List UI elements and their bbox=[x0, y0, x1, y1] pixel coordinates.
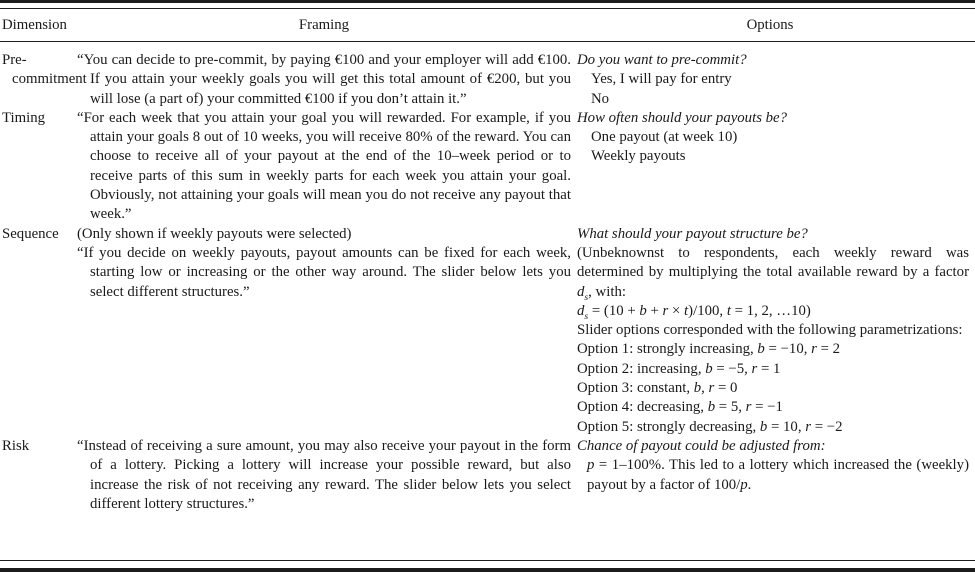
column-header-options: Options bbox=[746, 17, 794, 33]
option-parametrization: Option 4: decreasing, b = 5, r = −1 bbox=[577, 399, 783, 416]
table-row-risk bbox=[2, 437, 969, 514]
options-cell bbox=[571, 437, 969, 514]
framing-cell bbox=[77, 109, 571, 225]
dimension-label: Sequence bbox=[2, 225, 59, 242]
dimension-cell bbox=[2, 437, 77, 514]
framing-text: “If you decide on weekly payouts, payout amounts can be fixed for each week, starting low or increasing or the other way around. The slider below lets you select different structures.” bbox=[77, 244, 571, 300]
dimension-label: Risk bbox=[2, 437, 30, 454]
options-note: Slider options corresponded with the following parametrizations: bbox=[577, 322, 963, 339]
option-parametrization: Option 5: strongly decreasing, b = 10, r = −2 bbox=[577, 418, 843, 435]
table-row-timing bbox=[2, 109, 969, 225]
dimension-cell bbox=[2, 51, 87, 109]
bottom-double-rule bbox=[0, 556, 975, 572]
options-note: (Unbeknownst to respondents, each weekly reward was determined by multiplying the total available reward by a factor $d_s$, with: bbox=[577, 244, 969, 303]
framing-cell bbox=[77, 51, 571, 109]
options-note: p = 1–100%. This led to a lottery which increased the (weekly) payout by a factor of 100/p. bbox=[587, 457, 969, 493]
dimension-label: commitment bbox=[12, 71, 87, 88]
framing-cell bbox=[77, 225, 571, 437]
top-double-rule bbox=[0, 0, 975, 14]
table-row-sequence bbox=[2, 225, 969, 437]
option-item: No bbox=[591, 90, 610, 107]
framing-text: “You can decide to pre-commit, by paying €100 and your employer will add €100. If you attain your weekly goals you will get this total amount of €200, but you will lose (a part of) your committed €100 if you don’t attain it.” bbox=[77, 52, 571, 107]
option-item: Weekly payouts bbox=[591, 148, 686, 165]
options-cell bbox=[571, 109, 969, 225]
options-question: What should your payout structure be? bbox=[577, 225, 808, 242]
options-question: How often should your payouts be? bbox=[577, 109, 788, 126]
framing-cell bbox=[77, 437, 571, 514]
framing-text: “Instead of receiving a sure amount, you may also receive your payout in the form of a lottery. Picking a lottery will increase your possible reward, but also increase the risk of not receiving any reward. The slider below lets you select different lottery structures.” bbox=[77, 437, 571, 512]
option-item: One payout (at week 10) bbox=[591, 129, 738, 146]
option-parametrization: Option 1: strongly increasing, b = −10, r = 2 bbox=[577, 341, 841, 358]
options-cell bbox=[571, 225, 969, 437]
framing-text: (Only shown if weekly payouts were selected) bbox=[77, 225, 352, 242]
column-header-framing: Framing bbox=[298, 17, 350, 33]
options-cell bbox=[571, 51, 969, 109]
options-question: Do you want to pre-commit? bbox=[577, 52, 747, 68]
framing-text: “For each week that you attain your goal you will rewarded. For example, if you attain your goals 8 out of 10 weeks, you will receive 80% of the reward. You can choose to receive all of your payout at the end of the 10–week period or to receive parts of this sum in weekly parts for each week you attain your goal. Obviously, not attaining your goals will mean you do not receive any payout that week.” bbox=[77, 109, 571, 223]
option-parametrization: Option 2: increasing, b = −5, r = 1 bbox=[577, 360, 781, 377]
table-header-row bbox=[0, 14, 975, 38]
option-item: Yes, I will pay for entry bbox=[591, 71, 732, 88]
formula-line: $d_s = (10 + b + r \times t)/100$, t = 1, 2, …10) bbox=[577, 302, 811, 322]
option-parametrization: Option 3: constant, b, r = 0 bbox=[577, 380, 738, 397]
dimension-cell bbox=[2, 109, 77, 225]
table-row-pre-commitment bbox=[2, 51, 969, 109]
column-header-dimension: Dimension bbox=[2, 17, 67, 33]
dimension-label: Timing bbox=[2, 109, 46, 126]
table-body bbox=[0, 42, 975, 514]
dimension-label: Pre- bbox=[2, 52, 27, 68]
options-question: Chance of payout could be adjusted from: bbox=[577, 437, 826, 454]
dimension-cell bbox=[2, 225, 77, 437]
